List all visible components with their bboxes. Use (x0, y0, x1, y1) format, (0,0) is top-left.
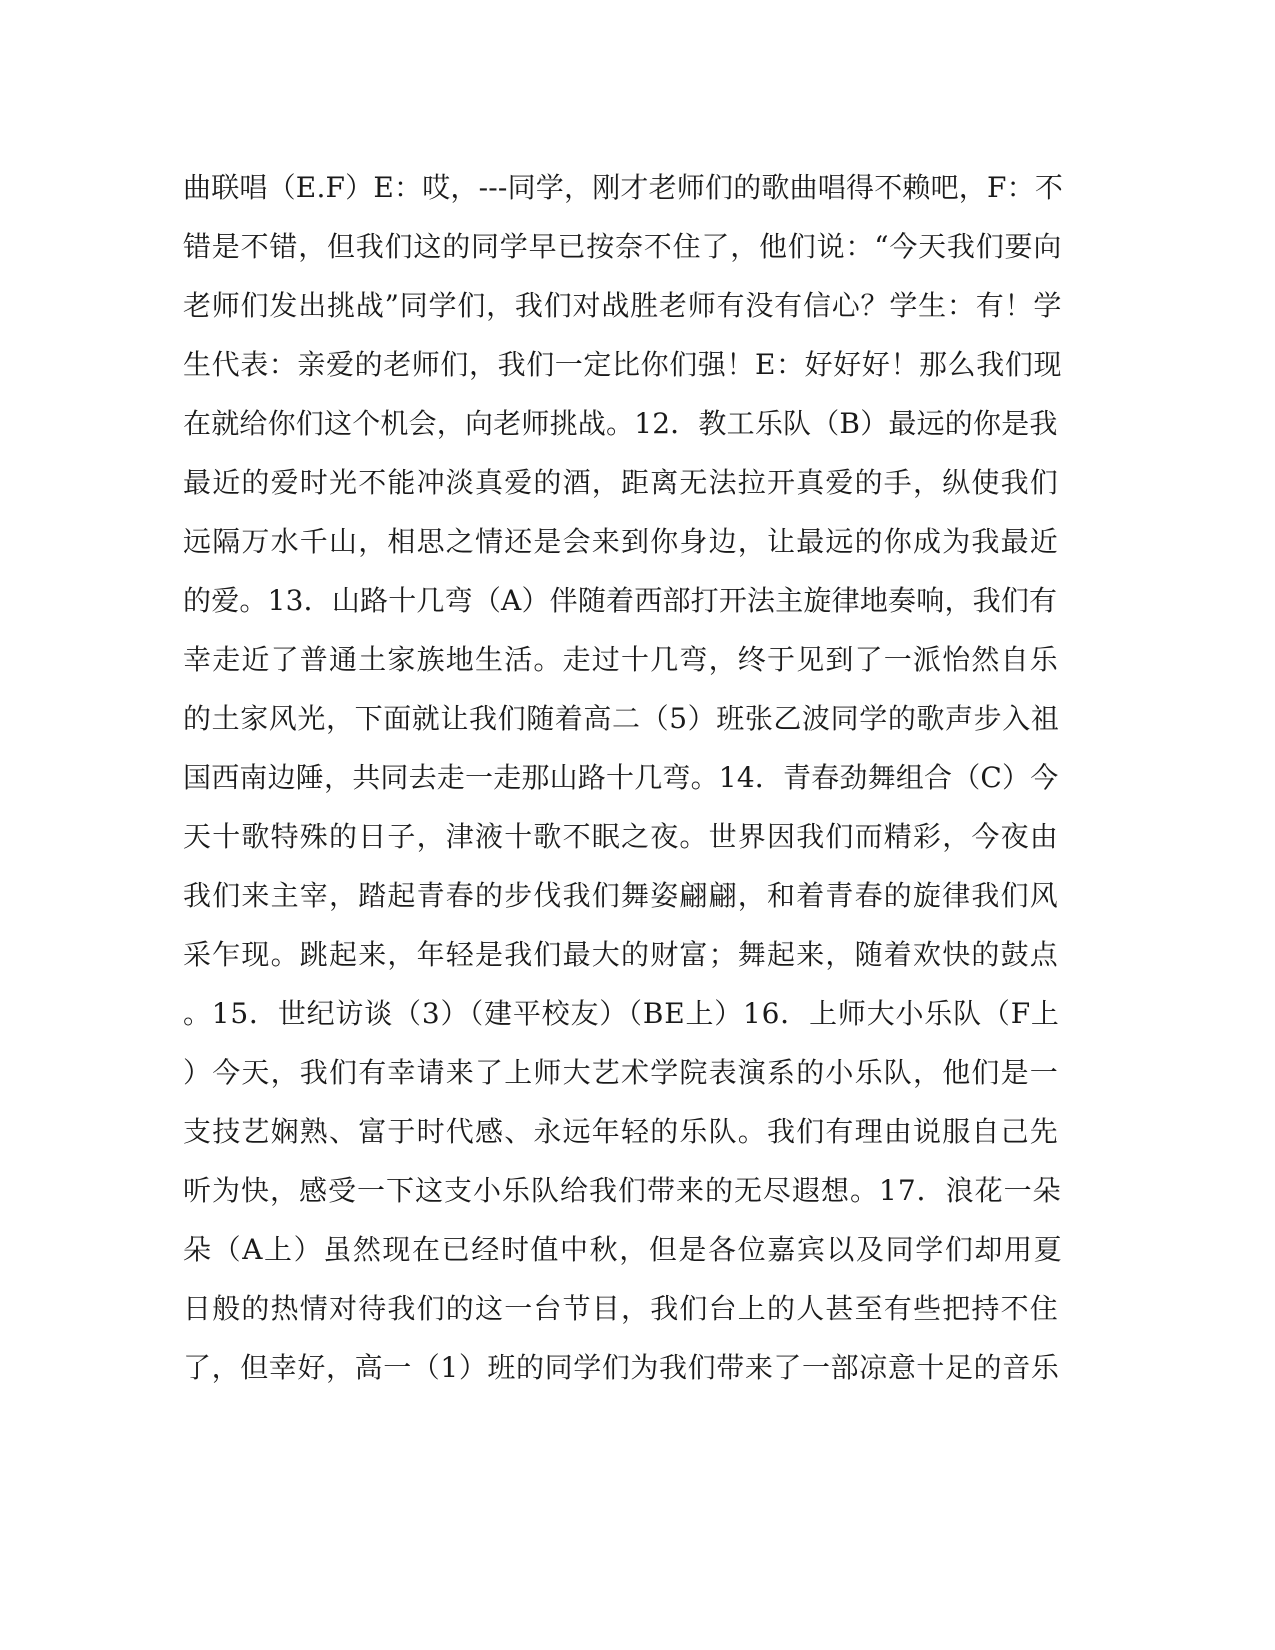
text-line: 天十歌特殊的日子，津液十歌不眠之夜。世界因我们而精彩，今夜由 (183, 820, 1060, 853)
text-line: 生代表：亲爱的老师们，我们一定比你们强！E：好好好！那么我们现 (183, 348, 1063, 381)
text-line: 曲联唱（E.F）E：哎，---同学，刚才老师们的歌曲唱得不赖吧，F：不 (183, 171, 1064, 204)
text-line: 最近的爱时光不能冲淡真爱的酒，距离无法拉开真爱的手，纵使我们 (183, 466, 1060, 499)
text-line: 远隔万水千山，相思之情还是会来到你身边，让最远的你成为我最近 (183, 525, 1060, 558)
text-line: 国西南边陲，共同去走一走那山路十几弯。14．青春劲舞组合（C）今 (183, 761, 1059, 794)
text-line: 了，但幸好，高一（1）班的同学们为我们带来了一部凉意十足的音乐 (183, 1351, 1060, 1384)
text-line: 老师们发出挑战”同学们，我们对战胜老师有没有信心？学生：有！学 (183, 289, 1063, 322)
text-line: 支技艺娴熟、富于时代感、永远年轻的乐队。我们有理由说服自己先 (183, 1115, 1060, 1148)
text-line: ）今天，我们有幸请来了上师大艺术学院表演系的小乐队，他们是一 (183, 1056, 1060, 1089)
body-text (183, 158, 1063, 1397)
text-line: 我们来主宰，踏起青春的步伐我们舞姿翩翩，和着青春的旋律我们风 (183, 879, 1060, 912)
text-line: 在就给你们这个机会，向老师挑战。12．教工乐队（B）最远的你是我 (183, 407, 1058, 440)
text-line: 幸走近了普通土家族地生活。走过十几弯，终于见到了一派怡然自乐 (183, 643, 1060, 676)
text-line: 日般的热情对待我们的这一台节目，我们台上的人甚至有些把持不住 (183, 1292, 1060, 1325)
text-line: 采乍现。跳起来，年轻是我们最大的财富；舞起来，随着欢快的鼓点 (183, 938, 1060, 971)
text-line: 的土家风光，下面就让我们随着高二（5）班张乙波同学的歌声步入祖 (183, 702, 1060, 735)
text-line: 听为快，感受一下这支小乐队给我们带来的无尽遐想。17．浪花一朵 (183, 1174, 1062, 1207)
text-line: 错是不错，但我们这的同学早已按奈不住了，他们说：“今天我们要向 (183, 230, 1063, 263)
text-line: 朵（A上）虽然现在已经时值中秋，但是各位嘉宾以及同学们却用夏 (183, 1233, 1064, 1266)
text-line: 的爱。13．山路十几弯（A）伴随着西部打开法主旋律地奏响，我们有 (183, 584, 1058, 617)
text-line: 。15．世纪访谈（3）（建平校友）（BE上）16．上师大小乐队（F上 (183, 997, 1060, 1030)
